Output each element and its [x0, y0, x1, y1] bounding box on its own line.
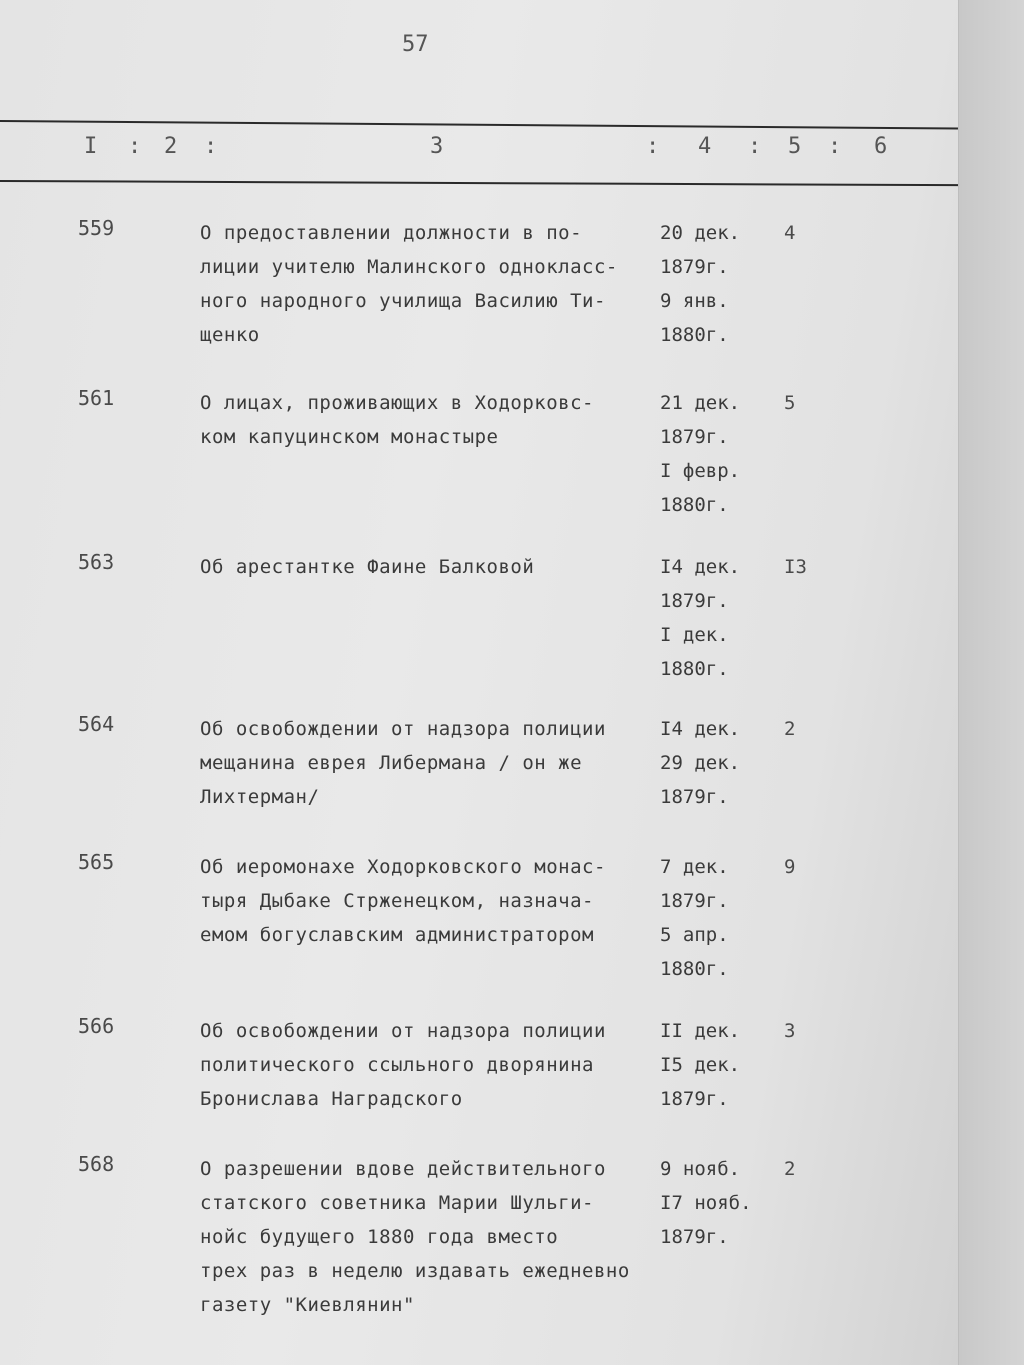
entry-dates — [660, 386, 770, 522]
next-page-edge — [958, 0, 1024, 1365]
entry-page-count: 5 — [784, 392, 796, 414]
entry-description — [200, 386, 670, 454]
entry-dates — [660, 712, 770, 814]
entry-number: 561 — [78, 386, 115, 410]
date-line: I дек. — [660, 624, 729, 646]
description-line: щенко — [200, 324, 260, 346]
description-line: Об освобождении от надзора полиции — [200, 1020, 606, 1042]
date-line: 1879г. — [660, 786, 729, 808]
date-line: 1880г. — [660, 494, 729, 516]
entry-number: 568 — [78, 1152, 115, 1176]
description-line: трех раз в неделю издавать ежедневно — [200, 1260, 630, 1282]
date-line: 1880г. — [660, 324, 729, 346]
description-line: О предоставлении должности в по- — [200, 222, 583, 244]
entry-description — [200, 850, 670, 952]
column-header-5: 5 — [788, 134, 802, 159]
description-line: ком капуцинском монастыре — [200, 426, 499, 448]
entry-description — [200, 1152, 670, 1322]
header-rule-top — [0, 120, 958, 130]
entry-number: 564 — [78, 712, 115, 736]
entry-number: 566 — [78, 1014, 115, 1038]
date-line: 1879г. — [660, 426, 729, 448]
column-separator: : — [748, 134, 762, 159]
date-line: 1879г. — [660, 590, 729, 612]
description-line: емом богуславским администратором — [200, 924, 594, 946]
entry-page-count: 2 — [784, 1158, 796, 1180]
entry-description — [200, 712, 670, 814]
date-line: 1880г. — [660, 958, 729, 980]
date-line: II дек. — [660, 1020, 741, 1042]
entry-page-count: 9 — [784, 856, 796, 878]
date-line: I4 дек. — [660, 718, 741, 740]
column-separator: : — [128, 134, 142, 159]
column-header-2: 2 — [164, 134, 178, 159]
column-separator: : — [828, 134, 842, 159]
date-line: 21 дек. — [660, 392, 741, 414]
description-line: политического ссыльного дворянина — [200, 1054, 594, 1076]
entry-dates — [660, 1152, 770, 1254]
description-line: О разрешении вдове действительного — [200, 1158, 606, 1180]
column-header-4: 4 — [698, 134, 712, 159]
entry-description — [200, 1014, 670, 1116]
date-line: 7 дек. — [660, 856, 729, 878]
entry-number: 565 — [78, 850, 115, 874]
description-line: лиции учителю Малинского однокласс- — [200, 256, 618, 278]
entry-page-count: 2 — [784, 718, 796, 740]
date-line: 9 янв. — [660, 290, 729, 312]
column-header-3: 3 — [430, 134, 444, 159]
description-line: Бронислава Наградского — [200, 1088, 463, 1110]
description-line: О лицах, проживающих в Ходорковс- — [200, 392, 594, 414]
date-line: 20 дек. — [660, 222, 741, 244]
entry-page-count: I3 — [784, 556, 807, 578]
entry-dates — [660, 850, 770, 986]
column-header-6: 6 — [874, 134, 888, 159]
entry-description — [200, 216, 670, 352]
description-line: тыря Дыбаке Стрженецком, назнача- — [200, 890, 594, 912]
description-line: Об освобождении от надзора полиции — [200, 718, 606, 740]
entry-number: 563 — [78, 550, 115, 574]
description-line: газету "Киевлянин" — [200, 1294, 415, 1316]
entry-description — [200, 550, 670, 584]
description-line: мещанина еврея Либермана / он же — [200, 752, 583, 774]
date-line: I7 нояб. — [660, 1192, 752, 1214]
page-number: 57 — [402, 32, 429, 57]
description-line: статского советника Марии Шульги- — [200, 1192, 594, 1214]
column-separator: : — [646, 134, 660, 159]
entry-dates — [660, 550, 770, 686]
date-line: 1879г. — [660, 890, 729, 912]
header-rule-bottom — [0, 180, 958, 186]
date-line: I5 дек. — [660, 1054, 741, 1076]
entry-page-count: 4 — [784, 222, 796, 244]
date-line: 9 нояб. — [660, 1158, 741, 1180]
entry-page-count: 3 — [784, 1020, 796, 1042]
column-separator: : — [204, 134, 218, 159]
date-line: 29 дек. — [660, 752, 741, 774]
column-header-1: I — [84, 134, 98, 159]
date-line: I февр. — [660, 460, 741, 482]
date-line: 5 апр. — [660, 924, 729, 946]
entry-dates — [660, 1014, 770, 1116]
description-line: нойс будущего 1880 года вместо — [200, 1226, 559, 1248]
description-line: Лихтерман/ — [200, 786, 320, 808]
date-line: 1879г. — [660, 1088, 729, 1110]
description-line: Об иеромонахе Ходорковского монас- — [200, 856, 606, 878]
entry-number: 559 — [78, 216, 115, 240]
date-line: 1879г. — [660, 1226, 729, 1248]
description-line: ного народного училища Василию Ти- — [200, 290, 606, 312]
date-line: 1880г. — [660, 658, 729, 680]
date-line: 1879г. — [660, 256, 729, 278]
date-line: I4 дек. — [660, 556, 741, 578]
entry-dates — [660, 216, 770, 352]
description-line: Об арестантке Фаине Балковой — [200, 556, 535, 578]
